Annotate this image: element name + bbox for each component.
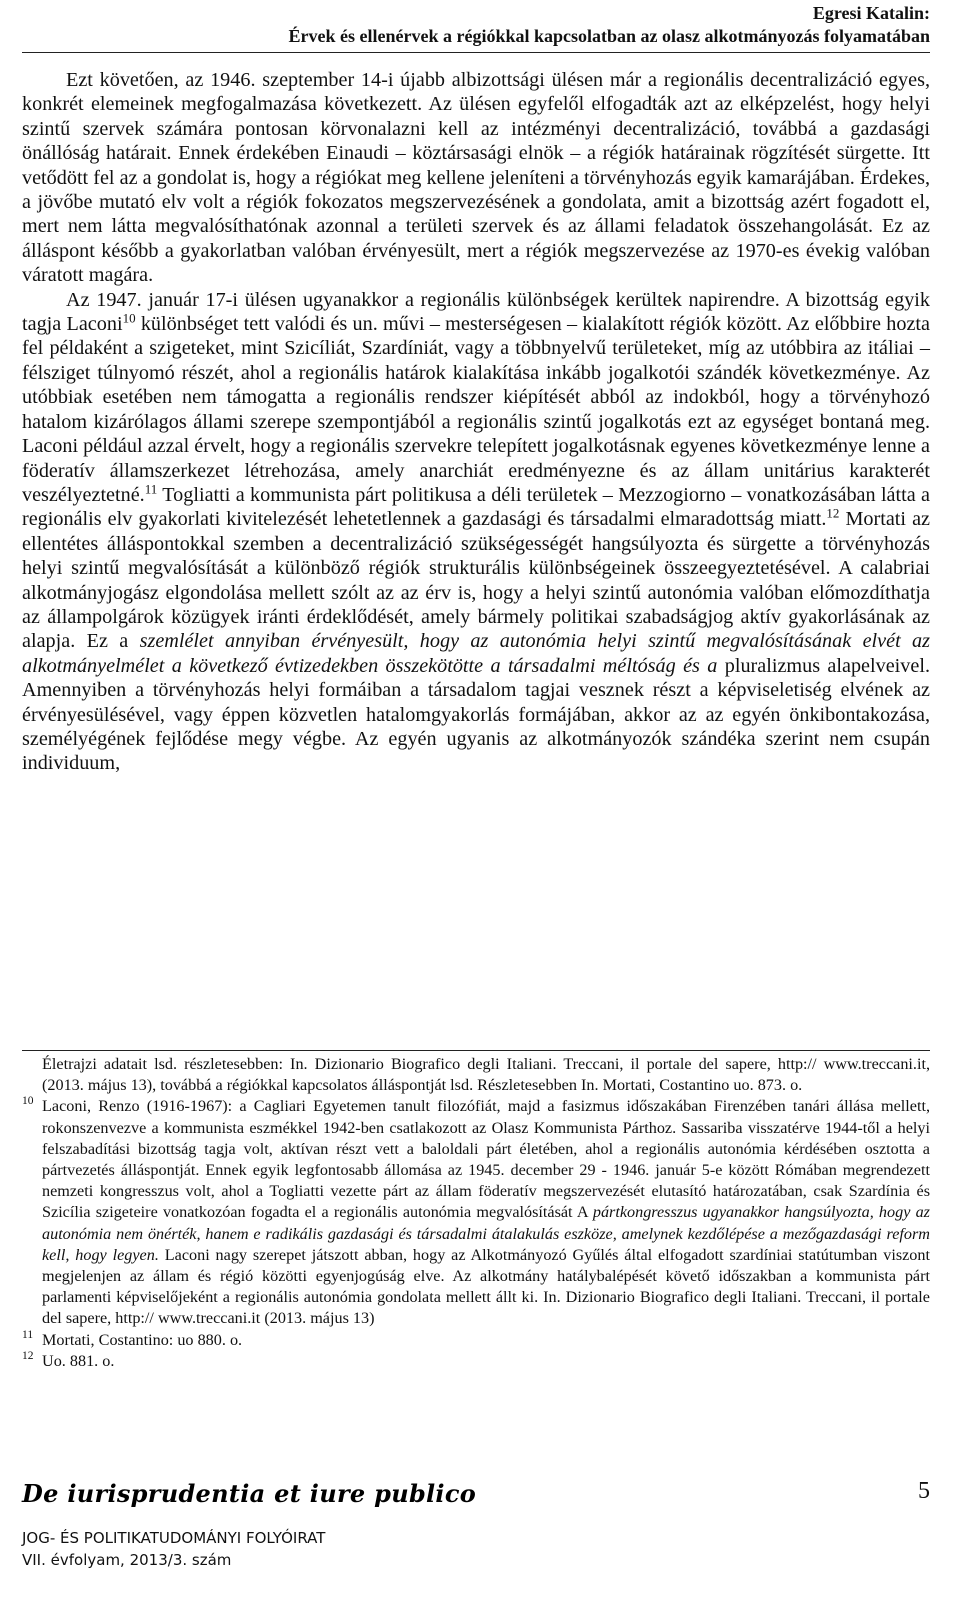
page-number: 5 [918, 1478, 930, 1504]
footnote-10-text-a: Laconi, Renzo (1916-1967): a Cagliari Egyetemen tanult filozófiát, majd a fasizmus időszakában Firenzében tanári állása mellett, rokonszenvezve a kommunista eszmékkel 1942-ben csatlakozott az Olasz Kommunista Párthoz. Sassariba visszatérve 1944-től a helyi felszabadítási bizottság tagja volt, aktívan részt vett a baloldali párt életében, ahol a regionális autonómia kérdésében osztotta a pártvezetés álláspontját. Ennek egyik legfontosabb állomása az 1945. december 29 - 1946. január 5-e között Rómában megrendezett nemzeti kongresszus volt, ahol a Togliatti vezette párt az állam föderatív megszervezését elutasító határozatában, csak Szardínia és Szicília szigeteire vonatkozóan fogadta el a regionális autonómia megvalósítását A [42, 1097, 930, 1222]
header-author: Egresi Katalin: [812, 3, 930, 23]
paragraph-1: Ezt követően, az 1946. szeptember 14-i újabb albizottsági ülésen már a regionális decentralizáció egyes, konkrét elemeinek megfogalmazása következett. Az ülésen egyfelől elfogadták azt az elképzelést, hogy helyi szintű szervek számára pontosan körvonalazni kell az intézményi decentralizáció, továbbá a gazdasági önállóság határait. Ennek érdekében Einaudi – köztársasági elnök – a régiók határainak rögzítését sürgette. Itt vetődött fel az a gondolat is, hogy a régiókat meg kellene jeleníteni a törvényhozás egyik kamarájában. Érdekes, a jövőbe mutató elv volt a régiók fokozatos megszervezésének a gondolata, amit a bizottság azért fogadott el, mert nem látta megvalósíthatónak azonnal a területi szervek és az állami feladatok összehangolását. Ez az álláspont később a gyakorlatban valóban érvényesült, mert a régiók megszervezése az 1970-es évekig valóban váratott magára. [22, 69, 930, 287]
footnote-continued [22, 1054, 930, 1096]
journal-issue: VII. évfolyam, 2013/3. szám [22, 1551, 232, 1569]
header-divider [22, 52, 930, 53]
footnote-10-number: 10 [22, 1095, 34, 1108]
footnote-11-number: 11 [22, 1328, 34, 1341]
footnote-12 [22, 1351, 930, 1372]
footnote-12-number: 12 [22, 1349, 34, 1362]
journal-brand-logo: De iurisprudentia et iure publico [22, 1479, 477, 1508]
journal-info [22, 1527, 325, 1571]
footnote-12-text: Uo. 881. o. [42, 1351, 115, 1370]
running-header [289, 2, 931, 48]
footnote-10-text-b: Laconi nagy szerepet játszott abban, hogy az Alkotmányozó Gyűlés által elfogadott szardíniai statútumban viszont megjelenjen az állam és régió közötti egyenjogúság elve. Az alkotmány hatálybalépését követő időszakban a kommunista párt parlamenti képviselőjeként a regionális autonómia gondolata mellett állt ki. In. Dizionario Biografico degli Italiani. Treccani, il portale del sapere, http:// www.treccani.it (2013. május 13) [42, 1245, 930, 1328]
footnote-11 [22, 1330, 930, 1351]
footnote-10 [22, 1096, 930, 1329]
footnote-ref-12[interactable]: 12 [826, 505, 840, 521]
footnotes [22, 1054, 930, 1372]
main-text [22, 68, 930, 776]
paragraph-2-part-a: Az 1947. január 17-i ülésen ugyanakkor a regionális különbségek kerültek napirendre. A bizottság egyik tagja Laconi [22, 288, 930, 336]
footnote-ref-11[interactable]: 11 [144, 481, 158, 497]
paragraph-2 [22, 288, 930, 776]
footnote-10-italic: pártkongresszus ugyanakkor hangsúlyozta, hogy az autonómia nem önérték, hanem e radikális gazdasági és társadalmi átalakulás eszköze, amelynek kezdőlépése a mezőgazdasági reform kell, hogy legyen. [42, 1203, 930, 1264]
journal-name: JOG- ÉS POLITIKATUDOMÁNYI FOLYÓIRAT [22, 1529, 326, 1547]
paragraph-2-part-c: Togliatti a kommunista párt politikusa a déli területek – Mezzogiorno – vonatkozásában látta a regionális elv gyakorlati kivitelezését lehetetlennek a gazdasági és társadalmi elmaradottság miatt. [22, 483, 930, 531]
footnote-11-text: Mortati, Costantino: uo 880. o. [42, 1330, 243, 1349]
paragraph-2-italic: szemlélet annyiban érvényesült, hogy az autonómia helyi szintű megvalósításának elvét az alkotmányelmélet a következő évtizedekben összekötötte a társadalmi méltóság és a [22, 630, 930, 677]
footnote-continued-text: Életrajzi adatait lsd. részletesebben: In. Dizionario Biografico degli Italiani. Treccani, il portale del sapere, http:// www.treccani.it, (2013. május 13), továbbá a régiókkal kapcsolatos álláspontját lsd. Részletesebben In. Mortati, Costantino uo. 873. o. [42, 1055, 930, 1095]
footnote-ref-10[interactable]: 10 [122, 310, 136, 326]
paragraph-2-part-e: pluralizmus alapelveivel. Amennyiben a törvényhozás helyi formáiban a társadalom tagjai vesznek részt a képviseletiség elvének az érvényesülésével, vagy éppen közvetlen hatalomgyakorlás formájában, akkor az az egyén önkibontakozása, személyégének fejlődése megy végbe. Az egyén ugyanis az alkotmányozók szándéka szerint nem csupán individuum, [22, 654, 930, 775]
paragraph-2-part-d: Mortati az ellentétes álláspontokkal szemben a decentralizáció szükségességét hangsúlyozta és sürgette a törvényhozás helyi szintű megvalósítását a különböző régiók strukturális különbségeinek összeegyeztetésével. A calabriai alkotmányjogász elgondolása mellett szólt az az érv is, hogy a helyi szintű autonómia valóban előmozdíthatja az állampolgárok közügyek iránti érdeklődését, amely bármely politikai szabadságjog aktív gyakorlásának az alapja. Ez a [22, 508, 930, 653]
footnote-divider [22, 1050, 930, 1051]
header-title: Érvek és ellenérvek a régiókkal kapcsolatban az olasz alkotmányozás folyamatában [288, 26, 930, 46]
paragraph-2-part-b: különbséget tett valódi és un. művi – mesterségesen – kialakított régiók között. Az előbbire hozta fel példaként a szigeteket, mint Szicíliát, Szardíniát, vagy a többnyelvű területeket, míg az utóbbira az itáliai – félsziget túlnyomó részét, ahol a regionális határok kialakítása inkább jogalkotói szándék következménye. Az utóbbiak esetében nem támogatta a regionális rendszer kiépítését abból az indokból, hogy a törvényhozó hatalom kizárólagos állami szerepe szempontjából a regionális szintű jogalkotás ezt az egységet bontaná meg. Laconi például azzal érvelt, hogy a regionális szervekre telepített jogalkotásnak egyenes következménye lenne a föderatív államszerkezet létrehozása, amely anarchiát eredményezne és az állam unitárius karakterét veszélyeztetné. [22, 313, 930, 506]
